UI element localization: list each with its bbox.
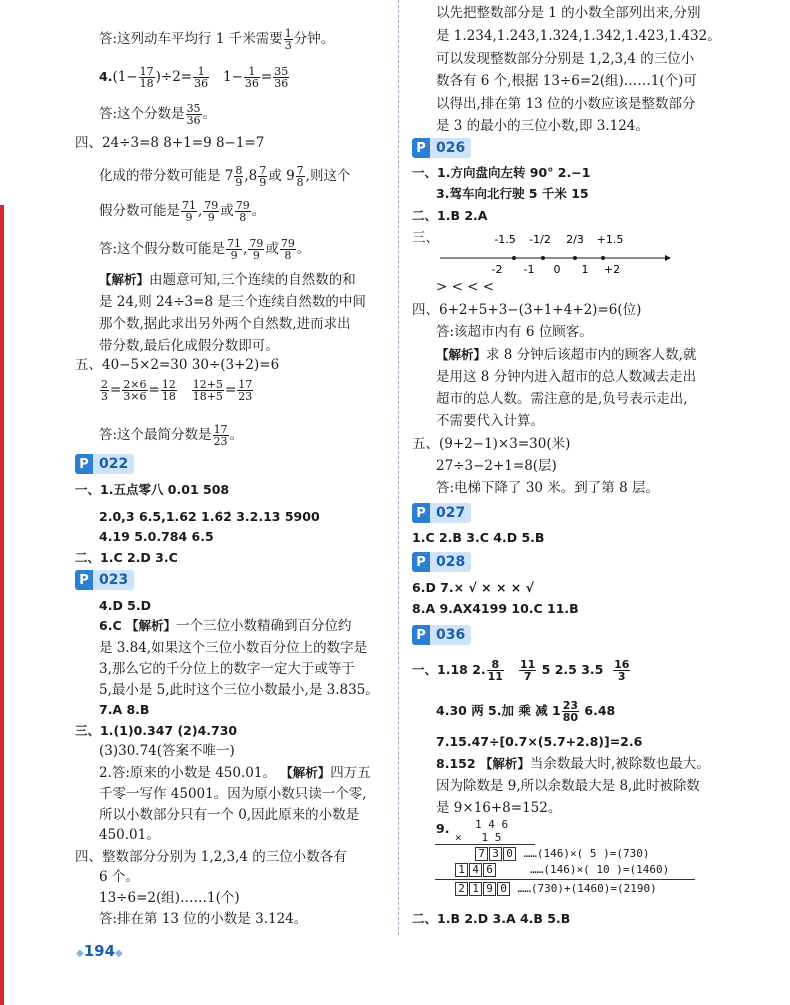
mul-row: 1 4 6 ……(146)×( 10 )=(1460) <box>435 863 695 877</box>
answer-line: 一、1.五点零八 0.01 508 <box>75 482 230 497</box>
page-badge-022: P 022 <box>75 454 134 474</box>
comparison-line: > < < < <box>436 279 495 295</box>
equation-line: 4.(1− $\frac{17}{18}$ )÷2= $\frac{1}{36}$ 1− $\frac{1}{36}$ = $\frac{35}{36}$ <box>99 65 289 90</box>
fraction: $\frac{1}{3}$ <box>284 27 292 52</box>
answer-line: 4.D 5.D <box>99 598 151 613</box>
answer-line: 4.30 两 5.加 乘 减 1 $\frac{23}{80}$ 6.48 <box>436 699 616 724</box>
answer-line: 三、1.(1)0.347 (2)4.730 <box>75 723 238 738</box>
equation-line: $\frac{2}{3}$ = $\frac{2\times 6}{3\times 6}$ = $\frac{12}{18}$ $\frac{12+5}{18+5}$ = $\frac{17}{23}$ <box>101 378 253 403</box>
answer-line: 二、1.B 2.D 3.A 4.B 5.B <box>412 911 571 926</box>
answer-line: 2.答:原来的小数是 450.01。 【解析】四万五 <box>99 765 371 781</box>
point-marker <box>601 256 605 260</box>
section-line: 四、6+2+5+3−(3+1+4+2)=6(位) <box>412 302 642 318</box>
page-badge-028: P 028 <box>412 552 471 572</box>
point-marker <box>512 256 516 260</box>
answer-line: 8.A 9.AX4199 10.C 11.B <box>412 601 579 616</box>
page-badge-026: P 026 <box>412 138 471 158</box>
page-number: ◆194◆ <box>76 942 123 960</box>
text-line: 千零一写作 45001。因为原小数只读一个零, <box>99 786 367 802</box>
section-line: 四、24÷3=8 8+1=9 8−1=7 <box>75 135 265 151</box>
text-line: 是 3 的最小的三位小数,即 3.124。 <box>436 118 649 134</box>
mul-top: 1 4 6 <box>475 818 509 831</box>
nl-label-bottom: +2 <box>603 263 621 276</box>
answer-line: 6.D 7.× √ × × × √ <box>412 580 534 595</box>
mul-row: 7 3 0 ……(146)×( 5 )=(730) <box>435 847 695 861</box>
nl-label-bottom: 0 <box>553 263 561 276</box>
text-line: 是 9×16+8=152。 <box>436 800 562 816</box>
text-line: 因为除数是 9,所以余数最大是 8,此时被除数 <box>436 778 700 794</box>
section-line: 四、整数部分分别为 1,2,3,4 的三位小数各有 <box>75 849 347 865</box>
answer-line: 4.19 5.0.784 6.5 <box>99 529 214 544</box>
text-line: 27÷3−2+1=8(层) <box>436 458 557 474</box>
answer-line: 一、1.18 2. $\frac{8}{11}$ $\frac{11}{7}$ 5 2.5 3.5 $\frac{16}{3}$ <box>412 658 630 683</box>
text-line: 是 1.234,1.243,1.324,1.342,1.423,1.432。 <box>436 28 721 44</box>
nl-label-bottom: -2 <box>491 263 503 276</box>
answer-line: 3.驾车向北行驶 5 千米 15 <box>436 186 589 201</box>
nl-label-bottom: -1 <box>523 263 535 276</box>
section-line: 五、40−5×2=30 30÷(3+2)=6 <box>75 357 280 373</box>
text-line: 带分数,最后化成假分数即可。 <box>99 338 279 354</box>
answer-line: 7.15.47÷[0.7×(5.7+2.8)]=2.6 <box>436 734 643 749</box>
text-line: 可以发现整数部分分别是 1,2,3,4 的三位小 <box>436 51 695 67</box>
text-line: 假分数可能是 $\frac{71}{9}$ , $\frac{79}{9}$ 或 $\frac{79}{8}$ 。 <box>99 199 266 224</box>
section-line: 三、 <box>412 230 439 246</box>
column-divider <box>398 0 399 935</box>
nl-label-top: +1.5 <box>596 233 624 246</box>
text-line: 数各有 6 个,根据 13÷6=2(组)……1(个)可 <box>436 73 697 89</box>
answer-line: 答:排在第 13 位的小数是 3.124。 <box>99 911 308 927</box>
text-line: 以得出,排在第 13 位的小数应该是整数部分 <box>436 96 696 112</box>
answer-line: 答:这个最简分数是 $\frac{17}{23}$ 。 <box>99 423 244 448</box>
answer-line: 二、1.C 2.D 3.C <box>75 550 178 565</box>
nl-label-top: -1.5 <box>494 233 516 246</box>
text-line: (3)30.74(答案不唯一) <box>99 743 235 759</box>
vertical-multiplication <box>435 818 695 896</box>
nl-label-top: 2/3 <box>566 233 584 246</box>
text-line: 以先把整数部分是 1 的小数全部列出来,分别 <box>436 5 701 21</box>
text-line: 那个数,据此求出另外两个自然数,进而求出 <box>99 316 351 332</box>
page-badge-036: P 036 <box>412 625 471 645</box>
answer-line: 一、1.方向盘向左转 90° 2.−1 <box>412 165 591 180</box>
text-line: 3,那么它的千分位上的数字一定大于或等于 <box>99 661 355 677</box>
answer-line: 答:该超市内有 6 位顾客。 <box>436 324 593 340</box>
answer-line: 答:电梯下降了 30 米。到了第 8 层。 <box>436 480 659 496</box>
text-line: 6 个。 <box>99 869 139 885</box>
analysis-line: 【解析】由题意可知,三个连续的自然数的和 <box>99 272 356 288</box>
analysis-line: 【解析】求 8 分钟后该超市内的顾客人数,就 <box>436 347 697 363</box>
nl-label-bottom: 1 <box>581 263 589 276</box>
text-line: 13÷6=2(组)……1(个) <box>99 890 240 906</box>
answer-line: 6.C 【解析】一个三位小数精确到百分位约 <box>99 618 352 634</box>
page-badge-027: P 027 <box>412 503 471 523</box>
answer-line: 1.C 2.B 3.C 4.D 5.B <box>412 530 545 545</box>
nl-label-top: -1/2 <box>529 233 551 246</box>
text-line: 不需要代入计算。 <box>436 413 544 429</box>
answer-line: 9. <box>436 821 450 836</box>
text-line: 450.01。 <box>99 827 160 843</box>
answer-line: 答:这个分数是 $\frac{35}{36}$ 。 <box>99 102 217 127</box>
number-line <box>435 229 675 277</box>
answer-line: 二、1.B 2.A <box>412 208 488 223</box>
text-line: 是用这 8 分钟内进入超市的总人数减去走出 <box>436 369 697 385</box>
text-line: 所以小数部分只有一个 0,因此原来的小数是 <box>99 807 360 823</box>
text-line: 5,最小是 5,此时这个三位小数最小,是 3.835。 <box>99 682 379 698</box>
answer-line: 2.0,3 6.5,1.62 1.6̇2̇ 3.2.13 5900 <box>99 509 320 524</box>
section-line: 五、(9+2−1)×3=30(米) <box>412 436 571 452</box>
text-line: 是 24,则 24÷3=8 是三个连续自然数的中间 <box>99 294 366 310</box>
point-marker <box>573 256 577 260</box>
text-line: 是 3.84,如果这个三位小数百分位上的数字是 <box>99 640 368 656</box>
mul-mid: × 1 5 <box>435 831 535 845</box>
answer-line: 8.152 【解析】当余数最大时,被除数也最大。 <box>436 756 710 772</box>
page-badge-023: P 023 <box>75 570 134 590</box>
answer-line: 答:这个假分数可能是 $\frac{71}{9}$ , $\frac{79}{9}$ 或 $\frac{79}{8}$ 。 <box>99 237 311 262</box>
answer-line: 答:这列动车平均行 1 千米需要 $\frac{1}{3}$ 分钟。 <box>99 27 335 52</box>
page-edge-bar <box>0 205 4 1005</box>
arrow-icon <box>665 255 671 261</box>
text-line: 超市的总人数。需注意的是,负号表示走出, <box>436 391 688 407</box>
text-line: 化成的带分数可能是 7 $\frac{8}{9}$ ,8 $\frac{7}{9}$ 或 9 $\frac{7}{8}$ ,则这个 <box>99 164 351 189</box>
mul-row: 2 1 9 0 ……(730)+(1460)=(2190) <box>435 879 695 896</box>
point-marker <box>541 256 545 260</box>
answer-line: 7.A 8.B <box>99 702 150 717</box>
